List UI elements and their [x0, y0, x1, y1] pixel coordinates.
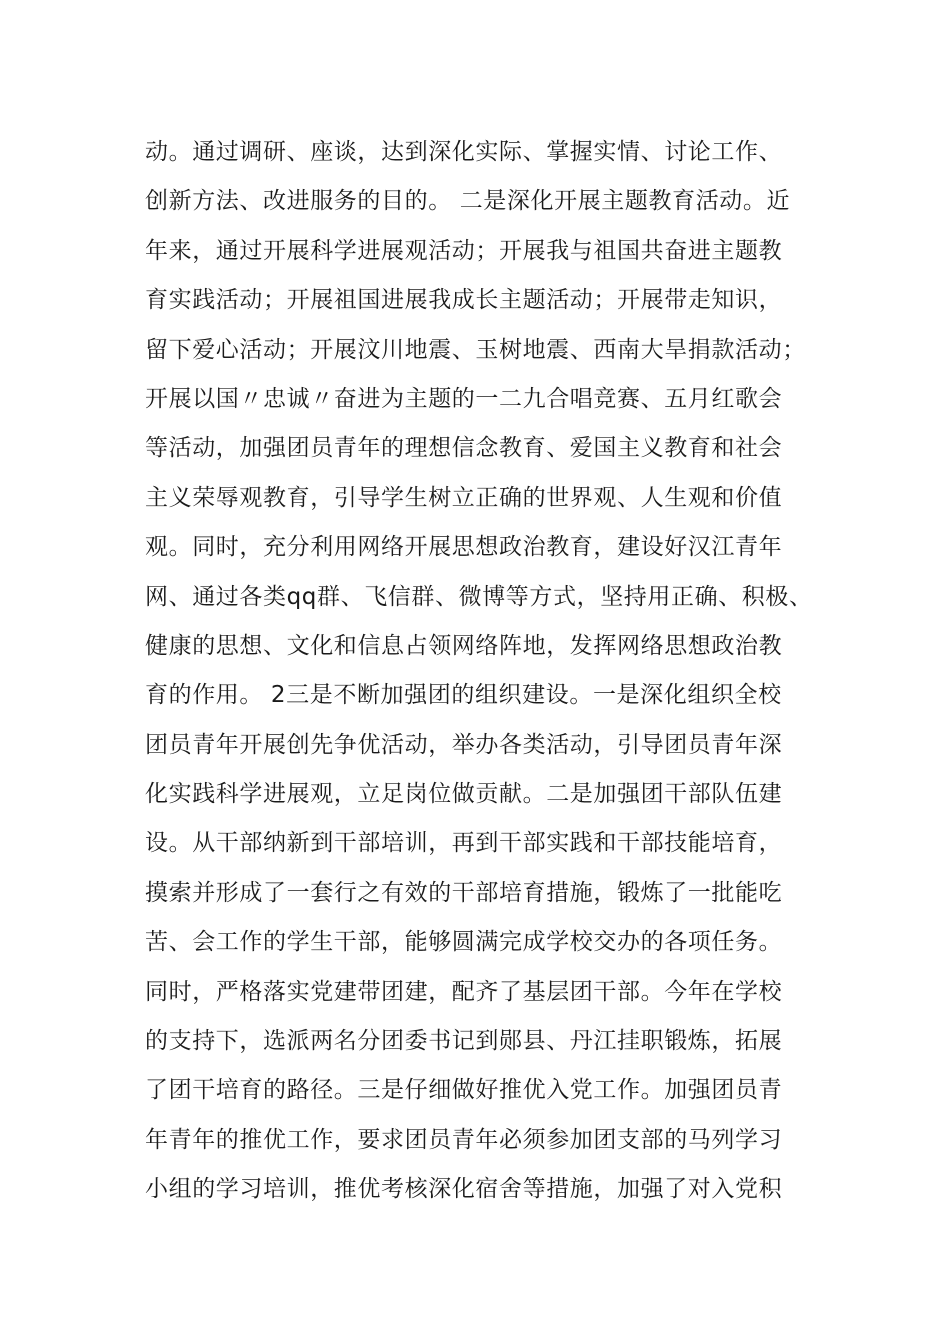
text-line: 年青年的推优工作，要求团员青年必须参加团支部的马列学习: [145, 1126, 783, 1153]
text-line: 动。通过调研、座谈，达到深化实际、掌握实情、讨论工作、: [145, 139, 783, 165]
text-line: 团员青年开展创先争优活动，举办各类活动，引导团员青年深: [145, 731, 783, 758]
text-line: 同时，严格落实党建带团建，配齐了基层团干部。今年在学校: [145, 978, 783, 1005]
text-line: 设。从干部纳新到干部培训，再到干部实践和干部技能培育，: [145, 830, 783, 857]
text-line: 化实践科学进展观，立足岗位做贡献。二是加强团干部队伍建: [145, 781, 783, 808]
text-line: 摸索并形成了一套行之有效的干部培育措施，锻炼了一批能吃: [145, 879, 783, 906]
text-line: 创新方法、改进服务的目的。 二是深化开展主题教育活动。近: [145, 188, 791, 215]
text-line: 网、通过各类qq群、飞信群、微博等方式，坚持用正确、积极、: [145, 583, 813, 610]
text-line: 等活动，加强团员青年的理想信念教育、爱国主义教育和社会: [145, 435, 783, 462]
text-line: 育的作用。 2三是不断加强团的组织建设。一是深化组织全校: [145, 682, 782, 709]
text-line: 了团干培育的路径。三是仔细做好推优入党工作。加强团员青: [145, 1077, 783, 1104]
text-line: 小组的学习培训，推优考核深化宿舍等措施，加强了对入党积: [145, 1176, 783, 1203]
text-line: 主义荣辱观教育，引导学生树立正确的世界观、人生观和价值: [145, 484, 783, 511]
text-line: 年来，通过开展科学进展观活动；开展我与祖国共奋进主题教: [145, 237, 783, 264]
text-line: 开展以国〃忠诚〃奋进为主题的一二九合唱竞赛、五月红歌会: [145, 385, 783, 412]
text-line: 苦、会工作的学生干部，能够圆满完成学校交办的各项任务。: [145, 929, 783, 956]
body-text: [145, 128, 835, 1215]
text-line: 育实践活动；开展祖国进展我成长主题活动；开展带走知识，: [145, 287, 783, 314]
text-line: 的支持下，选派两名分团委书记到郧县、丹江挂职锻炼，拓展: [145, 1028, 783, 1055]
text-line: 观。同时，充分利用网络开展思想政治教育，建设好汉江青年: [145, 534, 783, 561]
text-line: 健康的思想、文化和信息占领网络阵地，发挥网络思想政治教: [145, 632, 783, 659]
text-line: 留下爱心活动；开展汶川地震、玉树地震、西南大旱捐款活动；: [145, 336, 806, 363]
